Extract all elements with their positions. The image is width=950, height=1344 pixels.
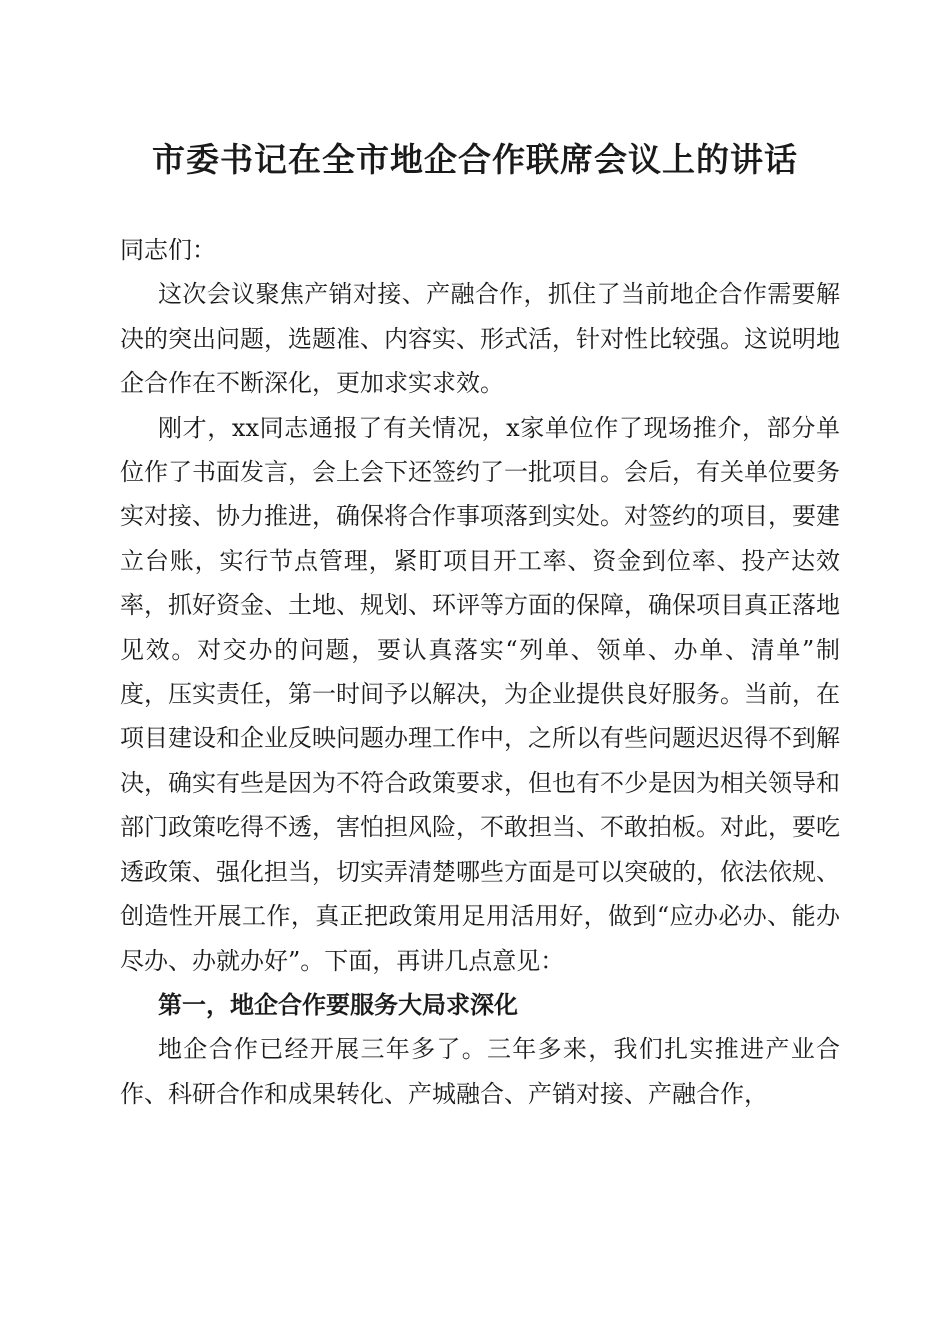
paragraph-2: 刚才，xx同志通报了有关情况，x家单位作了现场推介，部分单位作了书面发言，会上会下还签约了一批项目。会后，有关单位要务实对接、协力推进，确保将合作事项落到实处。对签约的项目，要建立台账，实行节点管理，紧盯项目开工率、资金到位率、投产达效率，抓好资金、土地、规划、环评等方面的保障，确保项目真正落地见效。对交办的问题，要认真落实“列单、领单、办单、清单”制度，压实责任，第一时间予以解决，为企业提供良好服务。当前，在项目建设和企业反映问题办理工作中，之所以有些问题迟迟得不到解决，确实有些是因为不符合政策要求，但也有不少是因为相关领导和部门政策吃得不透，害怕担风险，不敢担当、不敢拍板。对此，要吃透政策、强化担当，切实弄清楚哪些方面是可以突破的，依法依规、创造性开展工作，真正把政策用足用活用好，做到“应办必办、能办尽办、办就办好”。下面，再讲几点意见： bbox=[120, 413, 840, 975]
section-paragraph: 地企合作已经开展三年多了。三年多来，我们扎实推进产业合作、科研合作和成果转化、产城融合、产销对接、产融合作， bbox=[120, 1035, 840, 1108]
document-body bbox=[120, 228, 840, 1116]
section-heading: 第一，地企合作要服务大局求深化 bbox=[158, 989, 518, 1019]
paragraph-1: 这次会议聚焦产销对接、产融合作，抓住了当前地企合作需要解决的突出问题，选题准、内容实、形式活，针对性比较强。这说明地企合作在不断深化，更加求实求效。 bbox=[120, 280, 840, 398]
salutation: 同志们： bbox=[120, 236, 216, 264]
document-title: 市委书记在全市地企合作联席会议上的讲话 bbox=[152, 140, 798, 179]
